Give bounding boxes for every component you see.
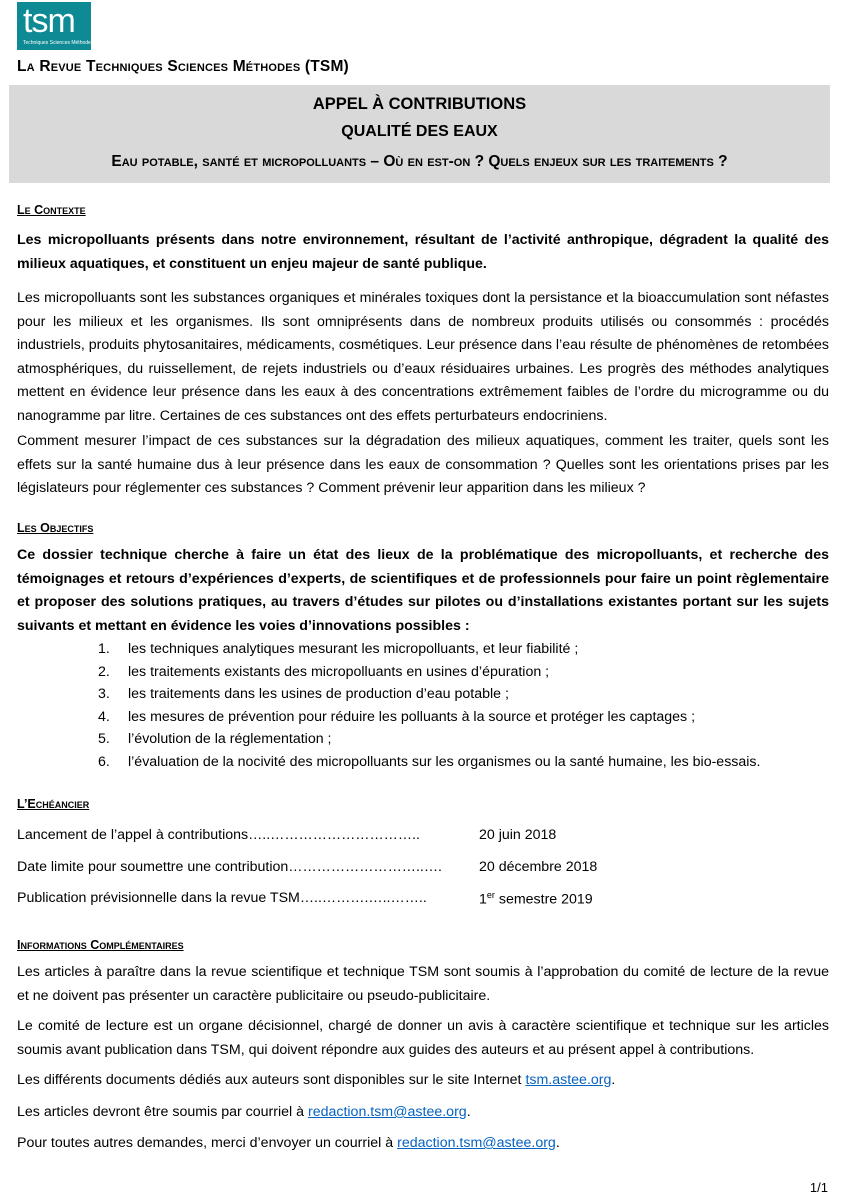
website-link[interactable]: tsm.astee.org — [525, 1072, 612, 1088]
list-text: l’évaluation de la nocivité des micropolluants sur les organismes ou la santé humaine, les bio-essais. — [128, 753, 761, 770]
email-link-contact[interactable]: redaction.tsm@astee.org — [397, 1135, 556, 1151]
heading-informations: Informations Complémentaires — [17, 938, 184, 952]
heading-objectifs: Les Objectifs — [17, 521, 94, 535]
schedule-date-number: 1 — [479, 891, 487, 908]
infos-text: . — [466, 1104, 471, 1120]
schedule-label: Publication prévisionnelle dans la revue TSM…..……….…..…….. — [17, 890, 427, 906]
schedule-row-publication — [17, 890, 829, 912]
infos-paragraph-3 — [17, 1069, 829, 1093]
schedule-date: 20 décembre 2018 — [479, 859, 598, 875]
list-number: 1. — [98, 641, 110, 657]
list-number: 5. — [98, 731, 110, 748]
list-item — [17, 683, 829, 706]
infos-text: Les différents documents dédiés aux auteurs sont disponibles sur le site Internet — [17, 1072, 526, 1088]
list-number: 6. — [98, 753, 110, 770]
infos-paragraph-5 — [17, 1132, 829, 1156]
objectifs-intro: Ce dossier technique cherche à faire un état des lieux de la problématique des micropolluants, et recherche des témoignages et retours d’expériences d’experts, de scientifiques et de professionnels pour faire un point règlementaire et proposer des solutions pratiques, au travers d’études sur pilotes ou d’installations existantes portant sur les sujets suivants et mettant en évidence les voies d’innovations possibles : — [17, 547, 829, 634]
schedule-date: 20 juin 2018 — [479, 827, 557, 843]
infos-text: Les articles devront être soumis par courriel à — [17, 1104, 308, 1120]
infos-paragraph-2: Le comité de lecture est un organe décisionnel, chargé de donner un avis à caractère scientifique et technique sur les articles soumis avant publication dans TSM, qui doivent répondre aux guides des auteurs et au présent appel à contributions. — [17, 1018, 829, 1058]
banner-title: APPEL À CONTRIBUTIONS — [312, 95, 527, 113]
banner-subtitle: QUALITÉ DES EAUX — [341, 123, 498, 140]
schedule-row-launch — [17, 827, 829, 849]
objectifs-list — [17, 638, 829, 774]
list-item — [17, 638, 829, 661]
list-text: les traitements existants des micropolluants en usines d’épuration ; — [128, 663, 550, 680]
page-number: 1/1 — [809, 1180, 828, 1195]
infos-text: . — [611, 1072, 616, 1088]
contexte-intro: Les micropolluants présents dans notre environnement, résultant de l’activité anthropique, dégradent la qualité des milieux aquatiques, et constituent un enjeu majeur de santé publique. — [17, 232, 829, 272]
infos-text: . — [555, 1135, 560, 1151]
list-number: 4. — [98, 708, 110, 725]
infos-text: Pour toutes autres demandes, merci d’envoyer un courriel à — [17, 1135, 398, 1151]
schedule-date — [479, 890, 593, 908]
call-banner — [9, 85, 830, 183]
list-text: les mesures de prévention pour réduire les polluants à la source et protéger les captages ; — [128, 708, 696, 725]
contexte-paragraph-1: Les micropolluants sont les substances organiques et minérales toxiques dont la persistance et la bioaccumulation sont néfastes pour les milieux et les organismes. Ils sont omniprésents dans de nombreux produits utilisés ou consommés : procédés industriels, produits phytosanitaires, médicaments, cosmétiques. Leur présence dans l’eau résulte de phénomènes de retombées atmosphériques, du ruissellement, de rejets industriels ou d’eaux résiduaires urbaines. Les progrès des méthodes analytiques mettent en évidence leur présence dans les eaux à des concentrations extrêmement faibles de l’ordre du microgramme ou du nanogramme par litre. Certaines de ces substances ont des effets perturbateurs endocriniens. — [17, 290, 829, 424]
schedule-label: Date limite pour soumettre une contribution………………………..…. — [17, 859, 442, 875]
infos-paragraph-1: Les articles à paraître dans la revue scientifique et technique TSM sont soumis à l’approbation du comité de lecture de la revue et ne doivent pas présenter un caractère publicitaire ou pseudo-publicitaire. — [17, 964, 829, 1004]
logo-subtitle: Techniques Sciences Méthodes — [23, 40, 94, 46]
schedule-label: Lancement de l’appel à contributions…..………………………….. — [17, 827, 420, 843]
heading-contexte: Le Contexte — [17, 203, 86, 217]
list-item — [17, 706, 829, 729]
logo-mark: tsm — [23, 2, 75, 40]
banner-theme: Eau potable, santé et micropolluants – Où en est-on ? Quels enjeux sur les traitements ? — [111, 153, 728, 170]
list-number: 3. — [98, 686, 110, 703]
schedule-date-text: semestre 2019 — [494, 891, 593, 908]
email-link-submission[interactable]: redaction.tsm@astee.org — [307, 1104, 467, 1120]
heading-echeancier: L’Echéancier — [17, 797, 90, 811]
list-item — [17, 661, 829, 684]
list-text: l’évolution de la réglementation ; — [128, 731, 332, 748]
list-text: les techniques analytiques mesurant les micropolluants, et leur fiabilité ; — [128, 641, 579, 657]
contexte-paragraph-2: Comment mesurer l’impact de ces substances sur la dégradation des milieux aquatiques, comment les traiter, quels sont les effets sur la santé humaine dus à leur présence dans les eaux de consommation ? Quelles sont les orientations prises par les législateurs pour réglementer ces substances ? Comment prévenir leur apparition dans les milieux ? — [17, 433, 829, 496]
revue-title: La Revue Techniques Sciences Méthodes (TSM) — [17, 58, 349, 75]
list-item — [17, 751, 829, 774]
list-text: les traitements dans les usines de production d’eau potable ; — [128, 686, 509, 703]
tsm-logo — [17, 2, 94, 50]
schedule-date-ordinal: er — [486, 890, 495, 900]
schedule-row-deadline — [17, 859, 829, 881]
list-number: 2. — [98, 663, 110, 680]
infos-paragraph-4 — [17, 1101, 829, 1125]
list-item — [17, 728, 829, 751]
